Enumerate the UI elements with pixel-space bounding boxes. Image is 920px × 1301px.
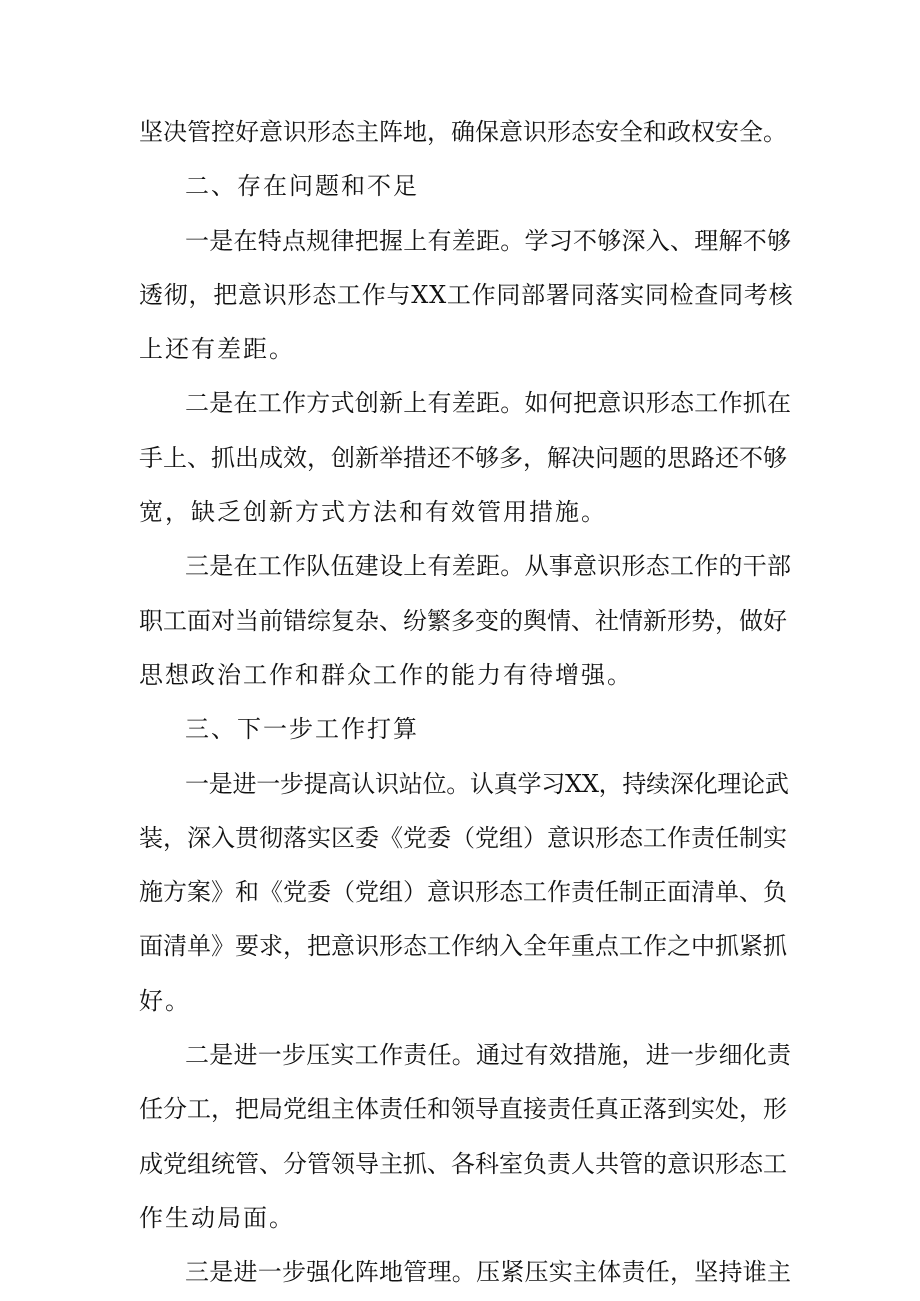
text-line-10: 职工面对当前错综复杂、纷繁多变的舆情、社情新形势，做好 bbox=[139, 606, 787, 635]
text-line-20: 成党组统管、分管领导主抓、各科室负责人共管的意识形态工 bbox=[139, 1149, 787, 1178]
text-line-21: 作生动局面。 bbox=[139, 1203, 295, 1232]
document-body bbox=[139, 105, 793, 1300]
text-line-07: 手上、抓出成效，创新举措还不够多，解决问题的思路还不够 bbox=[139, 443, 787, 472]
text-line-22: 三是进一步强化阵地管理。压紧压实主体责任，坚持谁主 bbox=[185, 1258, 792, 1287]
text-line-17: 好。 bbox=[139, 986, 191, 1015]
text-line-18: 二是进一步压实工作责任。通过有效措施，进一步细化责 bbox=[185, 1041, 792, 1070]
section-heading-next-steps: 三、下一步工作打算 bbox=[185, 715, 419, 744]
text-line-16: 面清单》要求，把意识形态工作纳入全年重点工作之中抓紧抓 bbox=[139, 932, 787, 961]
text-line-03: 一是在特点规律把握上有差距。学习不够深入、理解不够 bbox=[185, 226, 792, 255]
text-line-09: 三是在工作队伍建设上有差距。从事意识形态工作的干部 bbox=[185, 552, 792, 581]
text-line-14: 装，深入贯彻落实区委《党委（党组）意识形态工作责任制实 bbox=[139, 823, 787, 852]
text-line-08: 宽，缺乏创新方式方法和有效管用措施。 bbox=[139, 498, 607, 527]
text-line-11: 思想政治工作和群众工作的能力有待增强。 bbox=[139, 660, 633, 689]
text-line-15: 施方案》和《党委（党组）意识形态工作责任制正面清单、负 bbox=[139, 878, 787, 907]
text-line-01: 坚决管控好意识形态主阵地，确保意识形态安全和政权安全。 bbox=[139, 118, 787, 146]
text-line-04: 透彻，把意识形态工作与XX工作同部署同落实同检查同考核 bbox=[139, 280, 794, 309]
text-line-05: 上还有差距。 bbox=[139, 335, 295, 364]
text-line-13: 一是进一步提高认识站位。认真学习XX，持续深化理论武 bbox=[185, 769, 789, 798]
section-heading-problems: 二、存在问题和不足 bbox=[185, 172, 419, 201]
text-line-19: 任分工，把局党组主体责任和领导直接责任真正落到实处，形 bbox=[139, 1095, 787, 1124]
text-line-06: 二是在工作方式创新上有差距。如何把意识形态工作抓在 bbox=[185, 389, 792, 418]
